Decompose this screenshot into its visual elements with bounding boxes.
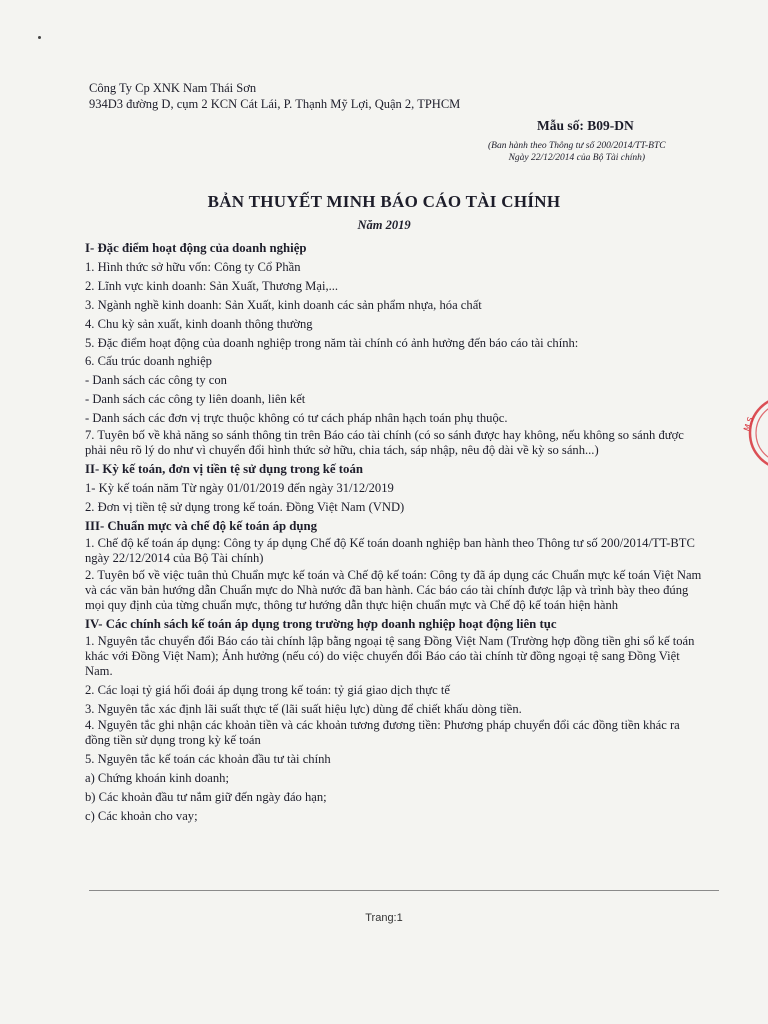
list-item: 4. Nguyên tắc ghi nhận các khoản tiền và các khoản tương đương tiền: Phương pháp chuyển đổi các đồng tiền khác ra đồng tiền sử dụng trong kỳ kế toán xyxy=(85,718,680,748)
list-item: 2. Các loại tỷ giá hối đoái áp dụng trong kế toán: tỷ giá giao dịch thực tế xyxy=(85,682,450,697)
list-item: 3. Nguyên tắc xác định lãi suất thực tế (lãi suất hiệu lực) dùng để chiết khấu dòng tiền. xyxy=(85,701,522,716)
document-body xyxy=(85,239,705,826)
list-item: 1. Chế độ kế toán áp dụng: Công ty áp dụng Chế độ Kế toán doanh nghiệp ban hành theo Thông tư số 200/2014/TT-BTC ngày 22/12/2014 của Bộ Tài chính) xyxy=(85,535,695,565)
list-item: a) Chứng khoán kinh doanh; xyxy=(85,771,229,786)
seal-stamp-icon xyxy=(742,398,768,468)
list-item: c) Các khoản cho vay; xyxy=(85,809,198,824)
section-heading: III- Chuẩn mực và chế độ kế toán áp dụng xyxy=(85,518,318,533)
list-item: 4. Chu kỳ sản xuất, kinh doanh thông thường xyxy=(85,316,313,331)
document-year: Năm 2019 xyxy=(357,218,411,232)
list-item: - Danh sách các đơn vị trực thuộc không có tư cách pháp nhân hạch toán phụ thuộc. xyxy=(85,411,508,426)
company-address: 934D3 đường D, cụm 2 KCN Cát Lái, P. Thạnh Mỹ Lợi, Quận 2, TPHCM xyxy=(89,97,461,111)
company-info xyxy=(89,80,460,112)
list-item: 2. Lĩnh vực kinh doanh: Sản Xuất, Thương Mại,... xyxy=(85,278,339,293)
section-heading: II- Kỳ kế toán, đơn vị tiền tệ sử dụng trong kế toán xyxy=(85,462,363,477)
list-item: 1. Nguyên tắc chuyển đổi Báo cáo tài chính lập bằng ngoại tệ sang Đồng Việt Nam (Trường hợp đồng tiền ghi sổ kế toán khác với Đồng Việt Nam); Ảnh hưởng (nếu có) do việc chuyển đổi Báo cáo tài chính từ đồng ngoại tệ sang Đồng Việt Nam. xyxy=(85,633,695,678)
form-note xyxy=(488,140,666,164)
company-name: Công Ty Cp XNK Nam Thái Sơn xyxy=(89,81,257,95)
svg-text:M.S.: M.S. xyxy=(742,413,757,433)
scan-speck xyxy=(38,36,41,39)
list-item: 1- Kỳ kế toán năm Từ ngày 01/01/2019 đến ngày 31/12/2019 xyxy=(85,480,394,495)
list-item: 5. Nguyên tắc kế toán các khoản đầu tư tài chính xyxy=(85,752,331,767)
form-number: Mẫu số: B09-DN xyxy=(537,118,634,133)
list-item: - Danh sách các công ty liên doanh, liên kết xyxy=(85,392,306,407)
list-item: 7. Tuyên bố về khả năng so sánh thông tin trên Báo cáo tài chính (có so sánh được hay không, nếu không so sánh được phải nêu rõ lý do như vì chuyển đổi hình thức sở hữu, chia tách, sáp nhập, nêu độ dài về kỳ so sánh...) xyxy=(85,428,684,458)
form-note-line-1: (Ban hành theo Thông tư số 200/2014/TT-BTC xyxy=(488,141,666,151)
document-title: BẢN THUYẾT MINH BÁO CÁO TÀI CHÍNH xyxy=(207,192,561,211)
form-note-line-2: Ngày 22/12/2014 của Bộ Tài chính) xyxy=(508,153,646,163)
list-item: 3. Ngành nghề kinh doanh: Sản Xuất, kinh doanh các sản phẩm nhựa, hóa chất xyxy=(85,297,482,312)
section-heading: IV- Các chính sách kế toán áp dụng trong trường hợp doanh nghiệp hoạt động liên tục xyxy=(85,616,557,631)
list-item: - Danh sách các công ty con xyxy=(85,373,227,388)
list-item: 1. Hình thức sở hữu vốn: Công ty Cổ Phần xyxy=(85,259,301,274)
list-item: 2. Tuyên bố về việc tuân thủ Chuẩn mực kế toán và Chế độ kế toán: Công ty đã áp dụng các Chuẩn mực kế toán Việt Nam và các văn bản hướng dẫn Chuẩn mực do Nhà nước đã ban hành. Các báo cáo tài chính được lập và trình bày theo đúng mọi quy định của từng chuẩn mực, thông tư hướng dẫn thực hiện chuẩn mực và Chế độ kế toán hiện hành xyxy=(85,567,702,612)
list-item: 2. Đơn vị tiền tệ sử dụng trong kế toán. Đồng Việt Nam (VND) xyxy=(85,499,405,514)
list-item: b) Các khoản đầu tư nắm giữ đến ngày đáo hạn; xyxy=(85,790,327,805)
list-item: 5. Đặc điểm hoạt động của doanh nghiệp trong năm tài chính có ảnh hưởng đến báo cáo tài chính: xyxy=(85,335,579,350)
footer-divider xyxy=(89,890,719,891)
section-heading: I- Đặc điểm hoạt động của doanh nghiệp xyxy=(85,241,307,255)
list-item: 6. Cấu trúc doanh nghiệp xyxy=(85,354,212,369)
page-number: Trang:1 xyxy=(365,912,403,924)
